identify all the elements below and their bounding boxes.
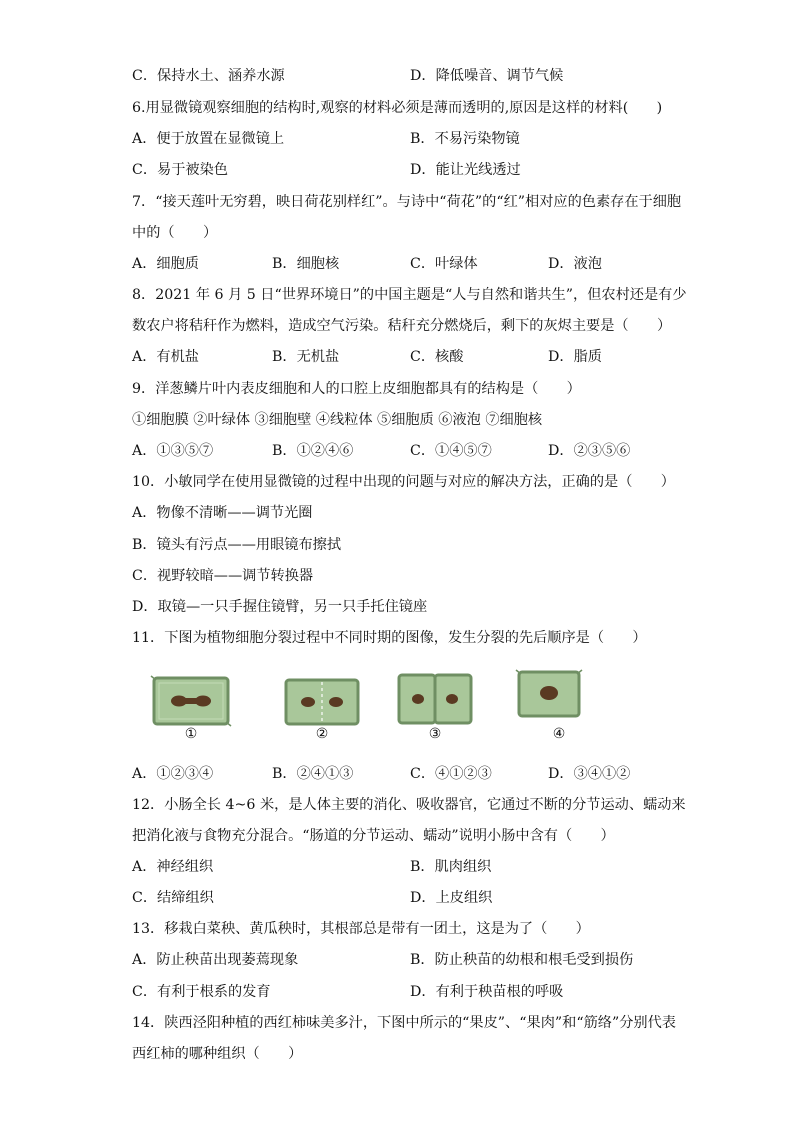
cell-image-3 bbox=[396, 670, 474, 728]
q6-option-a: A．便于放置在显微镜上 bbox=[132, 131, 285, 147]
q8-option-d: D．脂质 bbox=[548, 349, 602, 365]
q5-option-d: D．降低噪音、调节气候 bbox=[410, 68, 564, 84]
q12-option-d: D．上皮组织 bbox=[410, 890, 493, 906]
cell-division-figure bbox=[0, 666, 794, 746]
q7-stem-line2: 中的（ ） bbox=[132, 225, 218, 241]
q13-option-b: B．防止秧苗的幼根和根毛受到损伤 bbox=[410, 952, 634, 968]
q10-option-c: C．视野较暗——调节转换器 bbox=[132, 568, 314, 584]
q10-stem: 10．小敏同学在使用显微镜的过程中出现的问题与对应的解决方法，正确的是（ ） bbox=[132, 474, 675, 490]
q11-stem: 11．下图为植物细胞分裂过程中不同时期的图像，发生分裂的先后顺序是（ ） bbox=[132, 630, 647, 646]
q9-items: ①细胞膜 ②叶绿体 ③细胞壁 ④线粒体 ⑤细胞质 ⑥液泡 ⑦细胞核 bbox=[132, 412, 543, 428]
cell-label-4: ④ bbox=[552, 726, 566, 742]
q10-option-b: B．镜头有污点——用眼镜布擦拭 bbox=[132, 537, 342, 553]
cell-label-2: ② bbox=[315, 726, 329, 742]
cell-label-3: ③ bbox=[428, 726, 442, 742]
q7-option-c: C．叶绿体 bbox=[410, 256, 478, 272]
q6-stem: 6.用显微镜观察细胞的结构时,观察的材料必须是薄而透明的,原因是这样的材料( ) bbox=[132, 100, 663, 116]
q8-option-b: B．无机盐 bbox=[272, 349, 340, 365]
q5-option-c: C．保持水土、涵养水源 bbox=[132, 68, 285, 84]
q9-option-c: C．①④⑤⑦ bbox=[410, 443, 492, 459]
q12-stem-line1: 12．小肠全长 4~6 米，是人体主要的消化、吸收器官，它通过不断的分节运动、蠕动来 bbox=[132, 797, 686, 813]
q7-stem-line1: 7．“接天莲叶无穷碧，映日荷花别样红”。与诗中“荷花”的“红”相对应的色素存在于细胞 bbox=[132, 194, 682, 210]
q12-option-c: C．结缔组织 bbox=[132, 890, 214, 906]
q11-option-d: D．③④①② bbox=[548, 766, 631, 782]
q12-option-b: B．肌肉组织 bbox=[410, 859, 492, 875]
q8-option-c: C．核酸 bbox=[410, 349, 464, 365]
q10-option-a: A．物像不清晰——调节光圈 bbox=[132, 505, 313, 521]
q12-option-a: A．神经组织 bbox=[132, 859, 214, 875]
q11-option-c: C．④①②③ bbox=[410, 766, 492, 782]
q7-option-a: A．细胞质 bbox=[132, 256, 199, 272]
q9-stem: 9．洋葱鳞片叶内表皮细胞和人的口腔上皮细胞都具有的结构是（ ） bbox=[132, 381, 581, 397]
q13-option-d: D．有利于秧苗根的呼吸 bbox=[410, 984, 564, 1000]
q10-option-d: D．取镜—一只手握住镜臂，另一只手托住镜座 bbox=[132, 599, 428, 615]
q11-option-b: B．②④①③ bbox=[272, 766, 354, 782]
q9-option-a: A．①③⑤⑦ bbox=[132, 443, 214, 459]
q13-option-c: C．有利于根系的发育 bbox=[132, 984, 271, 1000]
q13-option-a: A．防止秧苗出现萎蔫现象 bbox=[132, 952, 299, 968]
q7-option-d: D．液泡 bbox=[548, 256, 602, 272]
q6-option-c: C．易于被染色 bbox=[132, 162, 228, 178]
q9-option-b: B．①②④⑥ bbox=[272, 443, 354, 459]
cell-label-1: ① bbox=[184, 726, 198, 742]
cell-image-1 bbox=[150, 674, 232, 728]
q11-option-a: A．①②③④ bbox=[132, 766, 214, 782]
q12-stem-line2: 把消化液与食物充分混合。“肠道的分节运动、蠕动”说明小肠中含有（ ） bbox=[132, 828, 615, 844]
q7-option-b: B．细胞核 bbox=[272, 256, 340, 272]
cell-image-4 bbox=[515, 668, 583, 720]
q14-stem-line2: 西红柿的哪种组织（ ） bbox=[132, 1046, 303, 1062]
q9-option-d: D．②③⑤⑥ bbox=[548, 443, 631, 459]
q14-stem-line1: 14．陕西泾阳种植的西红柿味美多汁，下图中所示的“果皮”、“果肉”和“筋络”分别代表 bbox=[132, 1015, 676, 1031]
q13-stem: 13．移栽白菜秧、黄瓜秧时，其根部总是带有一团土，这是为了（ ） bbox=[132, 921, 590, 937]
q6-option-d: D．能让光线透过 bbox=[410, 162, 521, 178]
q8-stem-line2: 数农户将秸秆作为燃料，造成空气污染。秸秆充分燃烧后，剩下的灰烬主要是（ ） bbox=[132, 318, 672, 334]
q8-option-a: A．有机盐 bbox=[132, 349, 199, 365]
q8-stem-line1: 8．2021 年 6 月 5 日“世界环境日”的中国主题是“人与自然和谐共生”，但农村还是有少 bbox=[132, 287, 687, 303]
cell-image-2 bbox=[282, 676, 362, 728]
q6-option-b: B．不易污染物镜 bbox=[410, 131, 520, 147]
